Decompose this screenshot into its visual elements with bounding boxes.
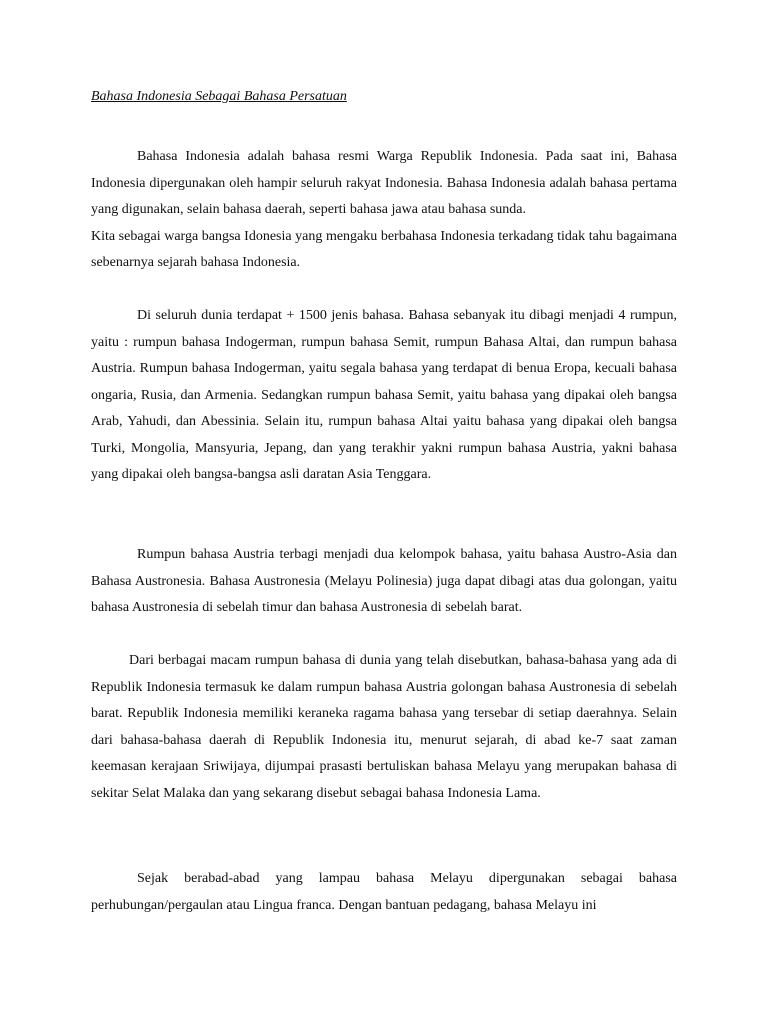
paragraph-group-3 xyxy=(91,542,677,622)
paragraph-5: Dari berbagai macam rumpun bahasa di dunia yang telah disebutkan, bahasa-bahasa yang ada di Republik Indonesia termasuk ke dalam rumpun bahasa Austria golongan bahasa Austronesia di sebelah barat. Republik Indonesia memiliki keraneka ragama bahasa yang tersebar di setiap daerahnya. Selain dari bahasa-bahasa daerah di Republik Indonesia itu, menurut sejarah, di abad ke-7 saat zaman keemasan kerajaan Sriwijaya, dijumpai prasasti bertuliskan bahasa Melayu yang merupakan bahasa di sekitar Selat Malaka dan yang sekarang disebut sebagai bahasa Indonesia Lama. xyxy=(91,653,677,801)
paragraph-1: Bahasa Indonesia adalah bahasa resmi Warga Republik Indonesia. Pada saat ini, Bahasa Indonesia dipergunakan oleh hampir seluruh rakyat Indonesia. Bahasa Indonesia adalah bahasa pertama yang digunakan, selain bahasa daerah, seperti bahasa jawa atau bahasa sunda. xyxy=(91,149,677,217)
paragraph-2: Kita sebagai warga bangsa Idonesia yang mengaku berbahasa Indonesia terkadang tidak tahu bagaimana sebenarnya sejarah bahasa Indonesia. xyxy=(91,228,677,270)
paragraph-group-2 xyxy=(91,303,677,489)
paragraph-4: Rumpun bahasa Austria terbagi menjadi dua kelompok bahasa, yaitu bahasa Austro-Asia dan Bahasa Austronesia. Bahasa Austronesia (Melayu Polinesia) juga dapat dibagi atas dua golongan, yaitu bahasa Austronesia di sebelah timur dan bahasa Austronesia di sebelah barat. xyxy=(91,547,677,615)
paragraph-3: Di seluruh dunia terdapat + 1500 jenis bahasa. Bahasa sebanyak itu dibagi menjadi 4 rumpun, yaitu : rumpun bahasa Indogerman, rumpun bahasa Semit, rumpun Bahasa Altai, dan rumpun bahasa Austria. Rumpun bahasa Indogerman, yaitu segala bahasa yang terdapat di benua Eropa, kecuali bahasa ongaria, Rusia, dan Armenia. Sedangkan rumpun bahasa Semit, yaitu bahasa yang dipakai oleh bangsa Arab, Yahudi, dan Abessinia. Selain itu, rumpun bahasa Altai yaitu bahasa yang dipakai oleh bangsa Turki, Mongolia, Mansyuria, Jepang, dan yang terakhir yakni rumpun bahasa Austria, yakni bahasa yang dipakai oleh bangsa-bangsa asli daratan Asia Tenggara. xyxy=(91,308,677,482)
paragraph-group-5 xyxy=(91,866,677,919)
paragraph-group-4 xyxy=(91,648,677,807)
document-title: Bahasa Indonesia Sebagai Bahasa Persatuan xyxy=(91,89,347,104)
paragraph-group-1 xyxy=(91,144,677,277)
paragraph-6: Sejak berabad-abad yang lampau bahasa Melayu dipergunakan sebagai bahasa perhubungan/pergaulan atau Lingua franca. Dengan bantuan pedagang, bahasa Melayu ini xyxy=(91,871,677,913)
